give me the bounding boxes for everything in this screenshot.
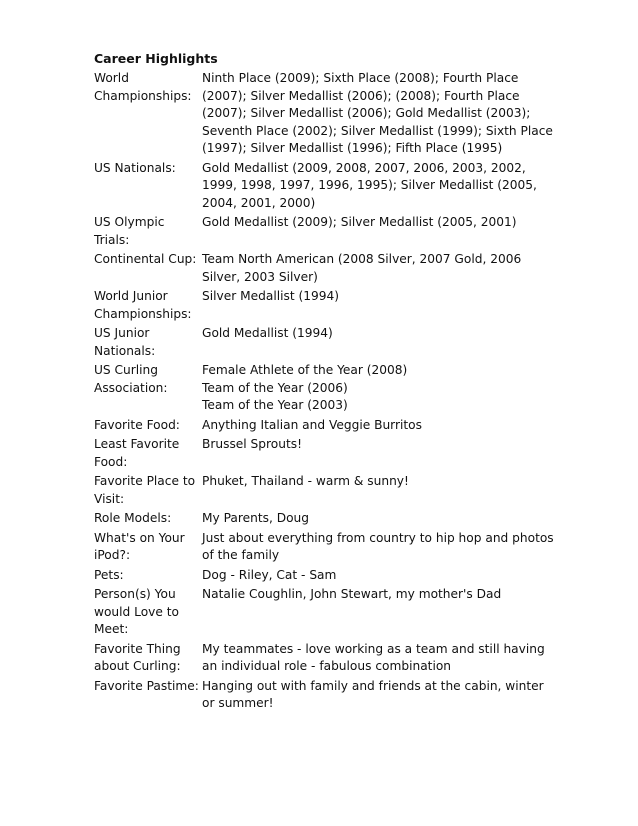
row-value-line: Team of the Year (2003) [202,398,348,412]
row-label: Least Favorite Food: [94,437,180,469]
row-label: Continental Cup: [94,252,197,266]
row-label: World Championships: [94,71,192,103]
row-value-line: Gold Medallist (1994) [202,326,333,340]
row-value [202,214,554,249]
row-value [202,288,554,323]
row-value-line: My Parents, Doug [202,511,310,525]
row-value-line: Team North American (2008 Silver, 2007 Gold, 2006 Silver, 2003 Silver) [202,252,522,284]
row-value-line: Natalie Coughlin, John Stewart, my mother's Dad [202,587,502,601]
info-row-continental-cup [94,251,554,286]
info-row-us-olympic-trials [94,214,554,249]
info-row-us-junior-nationals [94,325,554,360]
row-label: Role Models: [94,511,172,525]
row-value-line: Female Athlete of the Year (2008) [202,363,408,377]
row-value [202,436,554,471]
row-label: US Olympic Trials: [94,215,165,247]
row-value-line: Ninth Place (2009); Sixth Place (2008); Fourth Place (2007); Silver Medallist (2006); (2008); Fourth Place (2007); Silver Medallist (2006); Gold Medallist (2003); Seventh Place (2002); Silver Medallist (1999); Sixth Place (1997); Silver Medallist (1996); Fifth Place (1995) [202,71,553,155]
row-value-line: Just about everything from country to hip hop and photos of the family [202,530,554,562]
row-value [202,417,554,435]
info-row-world-junior-championships [94,288,554,323]
document-page [94,50,554,715]
row-value [202,678,554,713]
row-value-line: My teammates - love working as a team and still having an individual role - fabulous combination [202,641,545,673]
info-row-favorite-thing-curling [94,641,554,676]
row-value [202,70,554,158]
info-row-us-nationals [94,160,554,213]
info-row-least-favorite-food [94,436,554,471]
row-label: US Junior Nationals: [94,326,156,358]
info-row-favorite-food [94,417,554,435]
row-label: Favorite Thing about Curling: [94,641,181,673]
info-row-world-championships [94,70,554,158]
row-label: US Nationals: [94,160,176,175]
row-value [202,362,554,415]
row-value [202,160,554,213]
row-value [202,510,554,528]
section-title: Career Highlights [94,51,218,66]
info-row-pets [94,567,554,585]
row-value-line: Brussel Sprouts! [202,437,302,451]
info-row-us-curling-association [94,362,554,415]
row-value-line: Gold Medallist (2009); Silver Medallist (2005, 2001) [202,215,517,229]
info-row-favorite-pastime [94,678,554,713]
row-label: Pets: [94,567,124,582]
row-value [202,473,554,508]
row-label: World Junior Championships: [94,289,192,321]
row-value-line: Dog - Riley, Cat - Sam [202,567,337,582]
info-row-person-to-meet [94,586,554,639]
row-value-line: Phuket, Thailand - warm & sunny! [202,474,409,488]
row-label: Favorite Place to Visit: [94,474,196,506]
row-value [202,251,554,286]
row-label: Person(s) You would Love to Meet: [94,587,179,636]
row-value [202,586,554,639]
row-value [202,641,554,676]
row-value [202,567,554,585]
row-label: US Curling Association: [94,363,168,395]
info-row-ipod [94,530,554,565]
row-label: Favorite Pastime: [94,678,199,693]
row-value-line: Anything Italian and Veggie Burritos [202,417,422,432]
row-value-line: Gold Medallist (2009, 2008, 2007, 2006, 2003, 2002, 1999, 1998, 1997, 1996, 1995); Silver Medallist (2005, 2004, 2001, 2000) [202,160,537,210]
info-row-favorite-place [94,473,554,508]
row-value [202,530,554,565]
info-row-role-models [94,510,554,528]
row-value [202,325,554,360]
row-label: Favorite Food: [94,417,180,432]
row-value-line: Silver Medallist (1994) [202,289,340,303]
row-value-line: Team of the Year (2006) [202,380,348,395]
row-value-line: Hanging out with family and friends at the cabin, winter or summer! [202,678,544,710]
row-label: What's on Your iPod?: [94,530,185,562]
